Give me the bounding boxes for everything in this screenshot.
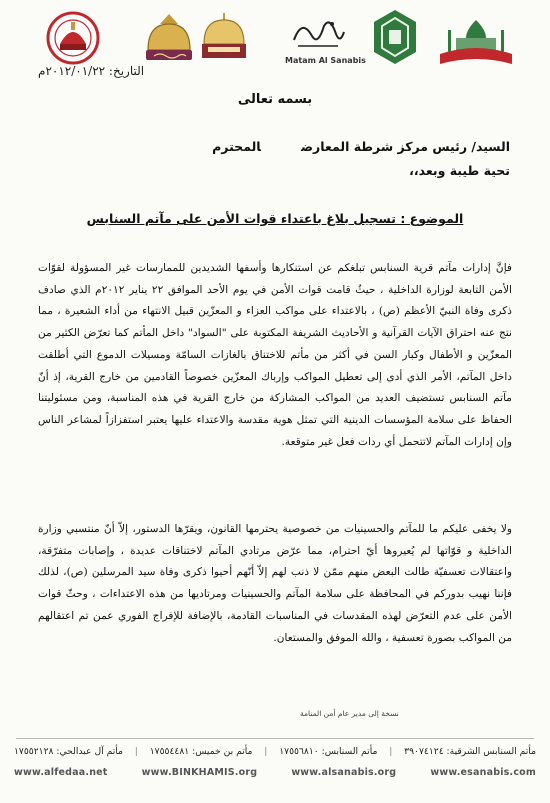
phone-separator: | — [264, 746, 268, 757]
body-paragraph-2: ولا يخفى عليكم ما للمآتم والحسينيات من خصوصية يحترمها القانون، ويقرّها الدستور، إلاّ أنّ منتسبي وزارة الداخلية و قوّاتها لم يُعيروها أيّ احترام، مما عرّض مرتادي المآتم لاختناقات عديدة ، وإصابات متفرّقة، واعتقالات تعسفيّة طالت البعض منهم ممّن لا ذنب لهم إلاّ أنّهم أحيوا ذكرى وفاة سيد المرسلين (ص)، لذلك فإننا نهيب بدوركم في المحافظة على سلامة المآتم والحسينيات ومرتاديها من هذه الاعتداءات ، وحثّ قوات الأمن على عدم التعرّض لهذه المقدسات في المناسبات القادمة، بالإضافة للإفراج الفوري عمن تم اعتقالهم من المواكب بصورة تعسفية ، والله الموفق والمستعان. — [38, 523, 512, 644]
footer-websites — [14, 767, 536, 778]
addressee-name: السيد/ رئيس مركز شرطة المعارض — [300, 139, 510, 154]
logo-matam-al-sanabis — [288, 10, 348, 60]
logo-green-emblem — [372, 8, 418, 70]
logo-binkhamis — [138, 10, 200, 70]
logo-caption-matam: Matam Al Sanabis — [285, 56, 366, 65]
phone-sanabis: مأتم السنابس: ١٧٥٥٦٨١٠ — [279, 746, 378, 757]
addressee-honorific: المحترم — [212, 139, 261, 154]
subject-line: الموضوع : تسجيل بلاغ باعتداء قوات الأمن على مآتم السنابس — [86, 211, 464, 226]
logo-aldome — [196, 10, 252, 68]
bismillah-heading: بسمه تعالى — [237, 92, 313, 107]
website-alsanabis[interactable]: www.alsanabis.org — [291, 767, 397, 778]
phone-separator: | — [134, 746, 138, 757]
green-emblem-icon — [372, 8, 418, 66]
phone-eastern-sanabis: مأتم السنابس الشرقية: ٣٩٠٧٤١٢٤ — [404, 746, 536, 757]
website-binkhamis[interactable]: www.BINKHAMIS.org — [141, 767, 258, 778]
shrine-dome-icon — [196, 10, 252, 64]
body-paragraph-1: فإنَّ إدارات مآتم قرية السنابس تبلغكم عن استنكارها وأسفها الشديدين للممارسات غير المسؤولة لقوّات الأمن التابعة لوزارة الداخلية ، حيثُ قامت قوات الأمن في يوم الأحد الموافق ٢٢ يناير ٢٠١٢م الذي صادف ذكرى وفاة النبيّ الأعظم (ص) ، بالاعتداء على مواكب العزاء و المعزّين قبيل الانتهاء من أداء الشعيرة ، مما نتج عنه احتراق الآيات القرآنية و الأحاديث الشريفة المكتوبة على "السواد" داخل المأتم كما تعرّض الكثير من المعزّين و الأطفال وكبار السن في أكثر من مأتم للاختناق بالغازات السامّة ومسيلات الدموع التي أطلقت داخل المآتم، الأمر الذي أدى إلى تعطيل المواكب وإرباك المعزّين خصوصاً القادمين من خارج القرية، إذ أنّ مآتم السنابس تستضيف العديد من المواكب المشاركة من خارج القرية في هذه المناسبة، ومن مسئوليتنا الحفاظ على سلامة المؤسسات الدينية التي تمثل هوية مقدسة والاعتداء عليها يعتبر استفزازاً لمشاعر الناس وإن إدارات المآتم لاتتحمل أي ردات فعل غير متوقعة. — [38, 262, 513, 448]
letter-date: التاريخ: ٢٠١٢/٠١/٢٢م — [38, 64, 145, 78]
calligraphy-icon — [288, 10, 348, 56]
phone-binkhamis: مأتم بن خميس: ١٧٥٥٤٤٨١ — [149, 746, 253, 757]
footer-divider — [16, 738, 534, 739]
phone-abdulhay: مأتم آل عبدالحي: ١٧٥٥٢١٢٨ — [14, 746, 123, 757]
footer-phones — [14, 746, 536, 757]
greeting-line: تحية طيبة وبعد،، — [409, 163, 510, 178]
red-seal-icon — [38, 10, 108, 66]
addressee-line — [212, 139, 510, 154]
mosque-banner-icon — [436, 16, 516, 70]
website-esanabis[interactable]: www.esanabis.com — [430, 767, 536, 778]
phone-separator: | — [389, 746, 393, 757]
logo-abdulhay — [38, 10, 108, 70]
logo-eastern-sanabis — [436, 16, 516, 74]
copy-note: نسخة إلى مدير عام أمن المنامة — [300, 709, 399, 718]
gold-dome-icon — [138, 10, 200, 66]
website-alfedaa[interactable]: www.alfedaa.net — [14, 767, 108, 778]
